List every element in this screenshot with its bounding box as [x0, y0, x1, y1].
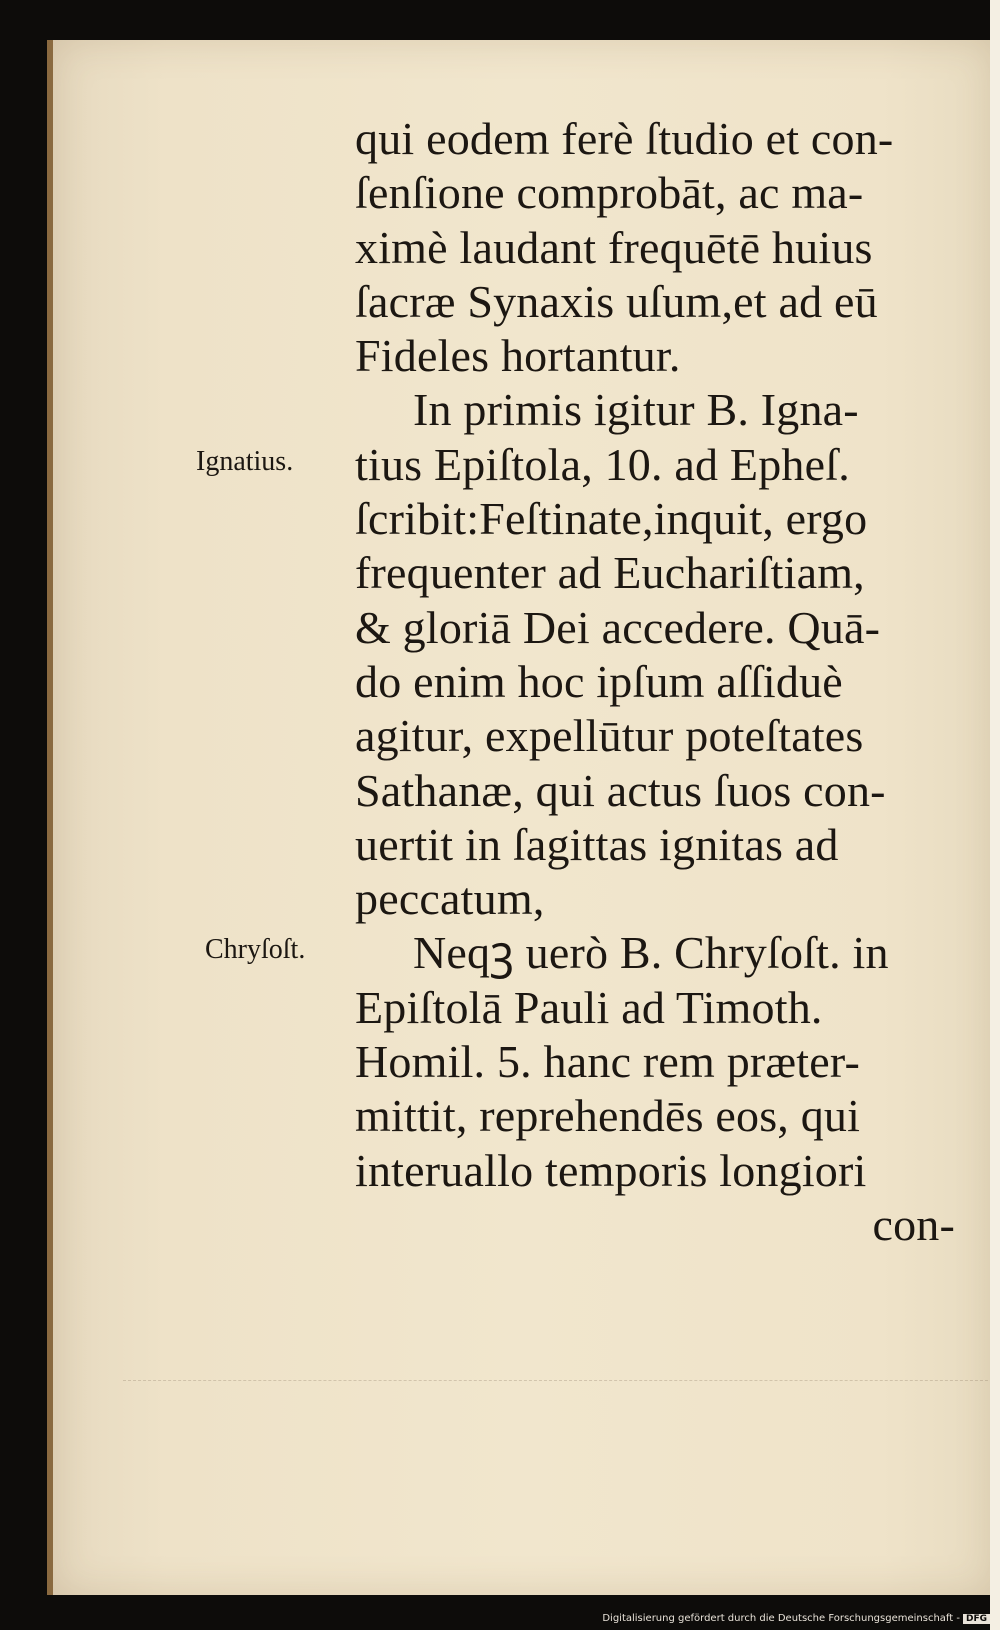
body-text [355, 112, 955, 1252]
ruled-line [123, 1380, 1000, 1383]
dfg-logo-icon: DFG [963, 1614, 990, 1624]
margin-note-ignatius: Ignatius. [196, 446, 294, 477]
text-line: & gloriā Dei accedere. Quā- [355, 601, 881, 653]
margin-note-chrysostom: Chryſoſt. [205, 934, 306, 965]
text-line: ximè laudant frequētē huius [355, 221, 873, 273]
text-line: Fideles hortantur. [355, 330, 681, 382]
text-line: qui eodem ferè ſtudio et con- [355, 113, 894, 164]
text-line: Homil. 5. hanc rem præter- [355, 1036, 861, 1088]
text-line: frequenter ad Euchariſtiam, [355, 547, 865, 599]
text-line: ſenſione comprobāt, ac ma- [355, 167, 864, 219]
text-line: tius Epiſtola, 10. ad Epheſ. [355, 438, 850, 490]
text-line: do enim hoc ipſum aſſiduè [355, 655, 843, 707]
catchword: con- [872, 1198, 955, 1250]
credit-text: Digitalisierung gefördert durch die Deutsche Forschungsgemeinschaft - [602, 1613, 960, 1624]
text-line: interuallo temporis longiori [355, 1144, 867, 1196]
text-line: Sathanæ, qui actus ſuos con- [355, 764, 886, 816]
text-line: Epiſtolā Pauli ad Timoth. [355, 981, 823, 1033]
text-line: Neqꝫ uerò B. Chryſoſt. in [413, 927, 889, 979]
text-line: ſacræ Synaxis uſum,et ad eū [355, 275, 878, 327]
text-line: peccatum, [355, 873, 545, 925]
text-line: mittit, reprehendēs eos, qui [355, 1090, 861, 1142]
digitization-credit [602, 1613, 990, 1624]
text-line: ſcribit:Feſtinate,inquit, ergo [355, 493, 868, 545]
text-line: agitur, expellūtur poteſtates [355, 710, 864, 762]
text-line: uertit in ſagittas ignitas ad [355, 818, 839, 870]
text-line: In primis igitur B. Igna- [413, 384, 859, 436]
scan-edge [990, 0, 1000, 1630]
